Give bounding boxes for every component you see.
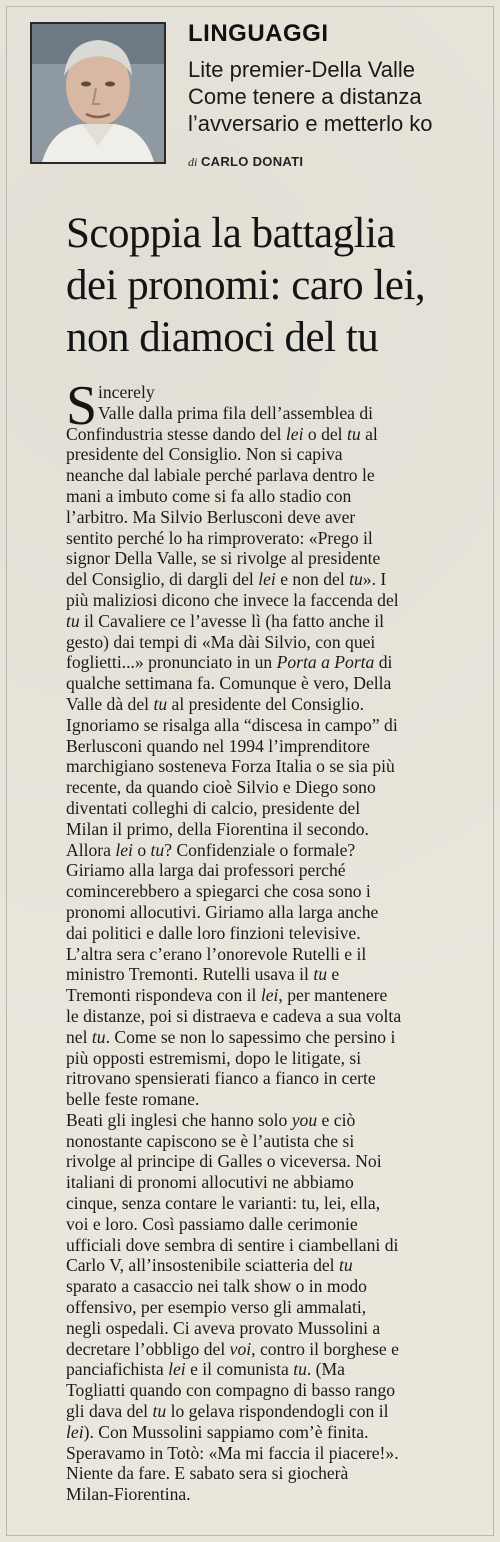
body-line bbox=[66, 923, 496, 944]
body-segment: Niente da fare. E sabato sera si giocherà bbox=[66, 1463, 349, 1484]
body-italic-segment: tu bbox=[338, 1255, 353, 1276]
body-segment: e non del bbox=[275, 569, 350, 590]
body-line bbox=[66, 1318, 496, 1339]
body-italic-segment: lei bbox=[258, 569, 276, 590]
author-name: CARLO DONATI bbox=[200, 154, 304, 169]
body-line bbox=[66, 424, 496, 445]
body-line bbox=[66, 465, 496, 486]
body-segment: foglietti...» pronunciato in un bbox=[66, 652, 277, 673]
body-segment: dai politici e dalle loro finzioni televisive. bbox=[66, 922, 361, 943]
body-italic-segment: tu bbox=[349, 569, 363, 590]
body-segment: qualche settimana fa. Comunque è vero, Della bbox=[66, 673, 392, 694]
body-segment: e ciò bbox=[317, 1109, 356, 1130]
body-line bbox=[66, 1151, 496, 1172]
body-segment: presidente del Consiglio. Non si capiva bbox=[66, 444, 343, 465]
body-segment: ritrovano spensierati fianco a fianco in certe bbox=[66, 1068, 376, 1089]
body-line bbox=[66, 1484, 496, 1505]
body-line bbox=[66, 1255, 496, 1276]
body-segment: cinque, senza contare le varianti: tu, lei, ella, bbox=[66, 1193, 381, 1214]
body-line bbox=[66, 944, 496, 965]
body-line bbox=[66, 1172, 496, 1193]
body-segment: voi e loro. Così passiamo dalle cerimonie bbox=[66, 1213, 358, 1234]
body-line bbox=[66, 1027, 496, 1048]
body-segment: , per mantenere bbox=[278, 985, 388, 1006]
body-segment: e bbox=[327, 964, 340, 985]
body-italic-segment: lei bbox=[66, 1421, 84, 1442]
body-italic-segment: lei bbox=[168, 1359, 186, 1380]
body-line bbox=[66, 590, 496, 611]
body-segment: offensivo, per esempio verso gli ammalati, bbox=[66, 1297, 367, 1318]
body-line bbox=[66, 902, 496, 923]
body-segment: di bbox=[374, 652, 393, 673]
body-line bbox=[66, 1214, 496, 1235]
byline bbox=[188, 154, 303, 170]
headline bbox=[66, 208, 486, 364]
body-line bbox=[66, 652, 496, 673]
body-segment: . Come se non lo sapessimo che persino i bbox=[105, 1026, 396, 1047]
body-line bbox=[66, 528, 496, 549]
body-line bbox=[66, 507, 496, 528]
body-italic-segment: tu bbox=[150, 839, 165, 860]
body-line bbox=[66, 1006, 496, 1027]
body-line bbox=[66, 673, 496, 694]
body-line bbox=[66, 777, 496, 798]
body-line bbox=[66, 736, 496, 757]
body-line bbox=[66, 819, 496, 840]
body-line bbox=[66, 1193, 496, 1214]
body-segment: gesto) dai tempi di «Ma dài Silvio, con quei bbox=[66, 631, 376, 652]
body-segment: del Consiglio, di dargli del bbox=[66, 569, 259, 590]
body-segment: belle feste romane. bbox=[66, 1089, 200, 1110]
body-segment: Tremonti rispondeva con il bbox=[66, 985, 261, 1006]
body-line bbox=[66, 1276, 496, 1297]
body-segment: nel bbox=[66, 1026, 92, 1047]
body-line bbox=[66, 1380, 496, 1401]
body-segment: più opposti estremismi, dopo le litigate, si bbox=[66, 1047, 362, 1068]
body-line bbox=[66, 1339, 496, 1360]
body-line bbox=[66, 694, 496, 715]
body-line bbox=[66, 985, 496, 1006]
headline-line: Scoppia la battaglia bbox=[66, 210, 396, 257]
body-line bbox=[66, 881, 496, 902]
body-segment: e il comunista bbox=[185, 1359, 294, 1380]
author-photo bbox=[30, 22, 166, 164]
body-segment: Valle dalla prima fila dell’assemblea di bbox=[98, 402, 374, 423]
body-segment: Allora bbox=[66, 839, 116, 860]
body-segment: lo gelava rispondendogli con il bbox=[166, 1401, 389, 1422]
subtitle-line: Come tenere a distanza bbox=[188, 84, 422, 109]
body-segment: Beati gli inglesi che hanno solo bbox=[66, 1109, 292, 1130]
body-segment: le distanze, poi si distraeva e cadeva a sua volta bbox=[66, 1005, 402, 1026]
section-label: LINGUAGGI bbox=[188, 20, 329, 47]
body-line bbox=[66, 715, 496, 736]
body-segment: l’arbitro. Ma Silvio Berlusconi deve aver bbox=[66, 506, 356, 527]
body-italic-segment: tu bbox=[313, 964, 327, 985]
body-segment: italiani di pronomi allocutivi ne abbiamo bbox=[66, 1172, 354, 1193]
body-segment: Carlo V, all’insostenibile sciatteria del bbox=[66, 1255, 339, 1276]
body-line bbox=[66, 964, 496, 985]
subtitle bbox=[188, 56, 488, 137]
body-segment: ? Confidenziale o formale? bbox=[164, 839, 356, 860]
body-segment: Togliatti quando con compagno di basso rango bbox=[66, 1380, 396, 1401]
body-segment: Confindustria stesse dando del bbox=[66, 423, 286, 444]
body-line bbox=[66, 486, 496, 507]
body-segment: nonostante capiscono se è l’autista che si bbox=[66, 1130, 355, 1151]
body-line bbox=[66, 1131, 496, 1152]
body-segment: marchigiano sosteneva Forza Italia o se sia più bbox=[66, 756, 395, 777]
body-line bbox=[66, 382, 496, 403]
body-segment: sparato a casaccio nei talk show o in modo bbox=[66, 1276, 367, 1297]
body-line bbox=[66, 1443, 496, 1464]
body-italic-segment: tu bbox=[152, 1401, 167, 1422]
body-line bbox=[66, 1359, 496, 1380]
body-line bbox=[66, 1089, 496, 1110]
body-italic-segment: lei bbox=[260, 985, 279, 1006]
body-segment: recente, da quando cioè Silvio e Diego sono bbox=[66, 777, 376, 798]
body-line bbox=[66, 1110, 496, 1131]
body-italic-segment: tu bbox=[346, 423, 361, 444]
body-line bbox=[66, 569, 496, 590]
body-segment: ». I bbox=[362, 569, 387, 590]
body-italic-segment: voi bbox=[229, 1338, 252, 1359]
body-line bbox=[66, 1235, 496, 1256]
body-line bbox=[66, 611, 496, 632]
body-line bbox=[66, 860, 496, 881]
body-line bbox=[66, 1048, 496, 1069]
body-line bbox=[66, 632, 496, 653]
body-line bbox=[66, 548, 496, 569]
body-segment: incerely bbox=[98, 382, 155, 402]
headline-line: non diamoci del tu bbox=[66, 314, 379, 361]
body-segment: comincerebbero a spiegarci che cosa sono i bbox=[66, 881, 371, 902]
byline-prefix: di bbox=[188, 155, 198, 169]
body-line bbox=[66, 1422, 496, 1443]
body-italic-segment: tu bbox=[91, 1026, 106, 1047]
body-italic-segment: Porta a Porta bbox=[276, 652, 375, 673]
body-segment: sentito perché lo ha rimproverato: «Prego il bbox=[66, 527, 373, 548]
body-segment: pronomi allocutivi. Giriamo alla larga anche bbox=[66, 901, 379, 922]
body-italic-segment: lei bbox=[285, 423, 304, 444]
body-line bbox=[66, 1401, 496, 1422]
body-line bbox=[66, 1297, 496, 1318]
body-segment: panciafichista bbox=[66, 1359, 169, 1380]
subtitle-line: Lite premier-Della Valle bbox=[188, 57, 416, 82]
body-segment: Speravamo in Totò: «Ma mi faccia il piacere!». bbox=[66, 1442, 399, 1463]
body-segment: Milan-Fiorentina. bbox=[66, 1484, 191, 1505]
body-segment: Giriamo alla larga dai professori perché bbox=[66, 860, 346, 881]
body-segment: L’altra sera c’erano l’onorevole Rutelli e il bbox=[66, 943, 367, 964]
body-segment: . (Ma bbox=[306, 1359, 345, 1380]
body-italic-segment: lei bbox=[115, 839, 133, 860]
body-segment: o del bbox=[303, 423, 347, 444]
body-segment: neanche dal labiale perché parlava dentro le bbox=[66, 465, 375, 486]
subtitle-line: l’avversario e metterlo ko bbox=[188, 111, 433, 136]
body-italic-segment: tu bbox=[293, 1359, 307, 1380]
body-segment: decretare l’obbligo del bbox=[66, 1338, 230, 1359]
body-line bbox=[66, 840, 496, 861]
body-italic-segment: you bbox=[291, 1109, 318, 1130]
body-segment: ). Con Mussolini sappiamo com’è finita. bbox=[83, 1421, 369, 1442]
body-segment: ministro Tremonti. Rutelli usava il bbox=[66, 964, 314, 985]
body-segment: signor Della Valle, se si rivolge al presidente bbox=[66, 548, 381, 569]
body-segment: al bbox=[360, 423, 378, 444]
body-segment: o bbox=[132, 839, 151, 860]
body-line bbox=[66, 1068, 496, 1089]
body-segment: Milan il primo, della Fiorentina il secondo. bbox=[66, 818, 369, 839]
body-segment: Berlusconi quando nel 1994 l’imprenditore bbox=[66, 735, 370, 756]
body-italic-segment: tu bbox=[66, 610, 80, 631]
article-body bbox=[66, 375, 496, 1505]
body-segment: Ignoriamo se risalga alla “discesa in campo” di bbox=[66, 714, 398, 735]
body-segment: , contro il borghese e bbox=[251, 1338, 399, 1359]
body-segment: Valle dà del bbox=[66, 693, 154, 714]
body-line bbox=[66, 1463, 496, 1484]
body-segment: gli dava del bbox=[66, 1401, 153, 1422]
body-line bbox=[66, 798, 496, 819]
body-line bbox=[66, 403, 496, 424]
body-italic-segment: tu bbox=[153, 693, 168, 714]
body-segment: più maliziosi dicono che invece la faccenda del bbox=[66, 589, 399, 610]
headline-line: dei pronomi: caro lei, bbox=[66, 262, 426, 309]
body-segment: negli ospedali. Ci aveva provato Mussolini a bbox=[66, 1317, 381, 1338]
body-segment: mani a imbuto come si fa allo stadio con bbox=[66, 485, 352, 506]
body-segment: diventati colleghi di calcio, presidente del bbox=[66, 797, 361, 818]
drop-cap: S bbox=[66, 375, 98, 437]
body-line bbox=[66, 444, 496, 465]
body-segment: ufficiali dove sembra di sentire i ciambellani di bbox=[66, 1234, 399, 1255]
body-line bbox=[66, 756, 496, 777]
body-segment: al presidente del Consiglio. bbox=[167, 693, 365, 714]
body-segment: rivolge al principe di Galles o viceversa. Noi bbox=[66, 1151, 382, 1172]
body-segment: il Cavaliere ce l’avesse lì (ha fatto anche il bbox=[79, 610, 385, 631]
